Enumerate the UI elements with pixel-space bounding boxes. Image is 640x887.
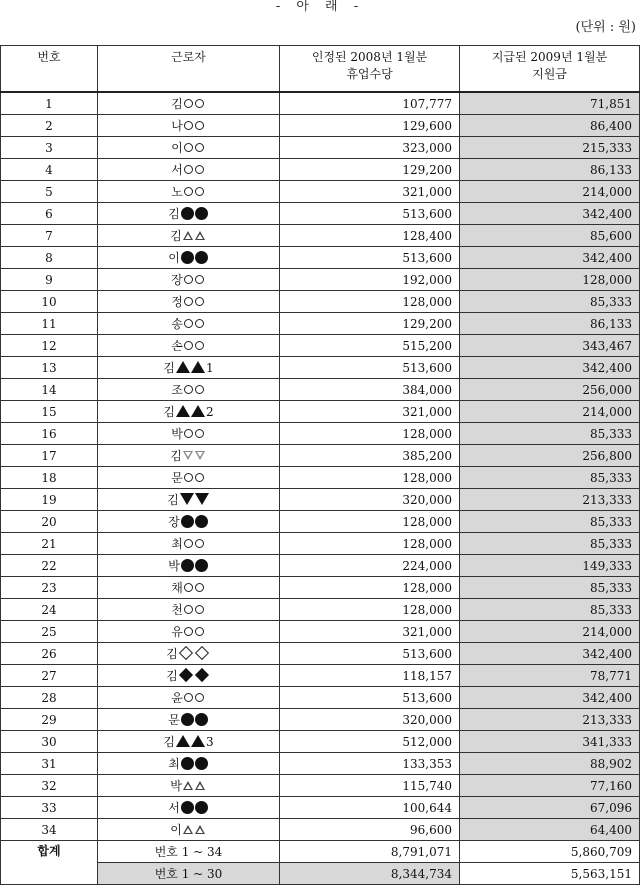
subsidy-value: 85,333 [460, 533, 640, 555]
worker-suffix: 2 [205, 404, 214, 419]
row-number: 24 [1, 599, 98, 621]
allowance-value: 321,000 [280, 401, 460, 423]
worker-surname: 김 [166, 668, 178, 683]
subsidy-value: 256,000 [460, 379, 640, 401]
allowance-value: 129,200 [280, 313, 460, 335]
circle-outline-mark-icon [183, 163, 205, 177]
allowance-value: 96,600 [280, 819, 460, 841]
subsidy-value: 86,400 [460, 115, 640, 137]
subsidy-table [0, 45, 640, 885]
header-subsidy-line1: 지급된 2009년 1월분 [491, 50, 608, 64]
circle-outline-mark-icon [183, 119, 205, 133]
table-row [1, 181, 640, 203]
circle-outline-mark-icon [183, 141, 205, 155]
row-number: 7 [1, 225, 98, 247]
table-row [1, 357, 640, 379]
circle-outline-mark-icon [183, 185, 205, 199]
subsidy-value: 86,133 [460, 159, 640, 181]
subsidy-value: 88,902 [460, 753, 640, 775]
worker-name [98, 357, 280, 379]
circle-outline-mark-icon [183, 581, 205, 595]
table-row [1, 577, 640, 599]
table-row [1, 643, 640, 665]
subsidy-value: 214,000 [460, 181, 640, 203]
allowance-value: 118,157 [280, 665, 460, 687]
total-range: 번호 1 ~ 34 [98, 841, 280, 863]
worker-surname: 김 [170, 228, 182, 243]
worker-name [98, 555, 280, 577]
row-number: 31 [1, 753, 98, 775]
circle-outline-mark-icon [183, 427, 205, 441]
row-number: 33 [1, 797, 98, 819]
worker-surname: 최 [171, 536, 183, 551]
table-row [1, 489, 640, 511]
table-row [1, 225, 640, 247]
allowance-value: 128,000 [280, 467, 460, 489]
total-allowance: 8,344,734 [280, 863, 460, 885]
circle-outline-mark-icon [183, 537, 205, 551]
allowance-value: 320,000 [280, 489, 460, 511]
worker-surname: 김 [171, 96, 183, 111]
worker-name [98, 401, 280, 423]
table-row [1, 687, 640, 709]
header-worker: 근로자 [98, 46, 280, 93]
worker-surname: 김 [170, 448, 182, 463]
worker-name [98, 115, 280, 137]
worker-surname: 이 [170, 822, 182, 837]
row-number: 8 [1, 247, 98, 269]
header-allowance-line1: 인정된 2008년 1월분 [311, 50, 428, 64]
row-number: 34 [1, 819, 98, 841]
subsidy-value: 85,333 [460, 511, 640, 533]
allowance-value: 128,000 [280, 533, 460, 555]
worker-suffix: 1 [205, 360, 214, 375]
worker-name [98, 137, 280, 159]
subsidy-value: 71,851 [460, 92, 640, 115]
worker-surname: 장 [171, 272, 183, 287]
worker-surname: 손 [171, 338, 183, 353]
worker-name [98, 269, 280, 291]
worker-surname: 정 [171, 294, 183, 309]
subsidy-value: 341,333 [460, 731, 640, 753]
circle-outline-mark-icon [183, 383, 205, 397]
row-number: 1 [1, 92, 98, 115]
worker-suffix: 3 [205, 734, 214, 749]
allowance-value: 128,000 [280, 423, 460, 445]
worker-name [98, 335, 280, 357]
allowance-value: 513,600 [280, 687, 460, 709]
row-number: 23 [1, 577, 98, 599]
subsidy-value: 215,333 [460, 137, 640, 159]
worker-surname: 윤 [171, 690, 183, 705]
allowance-value: 512,000 [280, 731, 460, 753]
subsidy-value: 213,333 [460, 709, 640, 731]
allowance-value: 513,600 [280, 247, 460, 269]
row-number: 21 [1, 533, 98, 555]
worker-name [98, 225, 280, 247]
worker-surname: 김 [167, 492, 179, 507]
circle-outline-mark-icon [183, 691, 205, 705]
worker-surname: 박 [170, 778, 182, 793]
table-row [1, 137, 640, 159]
circle-outline-mark-icon [183, 603, 205, 617]
row-number: 10 [1, 291, 98, 313]
worker-name [98, 775, 280, 797]
subsidy-value: 342,400 [460, 687, 640, 709]
row-number: 13 [1, 357, 98, 379]
table-row [1, 797, 640, 819]
worker-name [98, 819, 280, 841]
circle-filled-mark-icon [180, 713, 208, 727]
section-heading: - 아 래 - [275, 0, 365, 14]
worker-name [98, 313, 280, 335]
allowance-value: 515,200 [280, 335, 460, 357]
worker-surname: 천 [171, 602, 183, 617]
worker-name [98, 92, 280, 115]
worker-name [98, 621, 280, 643]
worker-surname: 문 [168, 712, 180, 727]
table-row [1, 709, 640, 731]
unit-note: (단위 : 원) [575, 20, 636, 35]
table-body [1, 92, 640, 841]
table-row [1, 445, 640, 467]
worker-surname: 유 [171, 624, 183, 639]
allowance-value: 513,600 [280, 643, 460, 665]
table-row [1, 599, 640, 621]
worker-name [98, 203, 280, 225]
circle-filled-mark-icon [180, 515, 208, 529]
circle-outline-mark-icon [183, 339, 205, 353]
table-row [1, 291, 640, 313]
worker-name [98, 687, 280, 709]
row-number: 19 [1, 489, 98, 511]
circle-outline-mark-icon [183, 625, 205, 639]
table-row [1, 753, 640, 775]
worker-name [98, 467, 280, 489]
worker-name [98, 533, 280, 555]
allowance-value: 321,000 [280, 181, 460, 203]
worker-name [98, 247, 280, 269]
total-allowance: 8,791,071 [280, 841, 460, 863]
worker-name [98, 709, 280, 731]
allowance-value: 100,644 [280, 797, 460, 819]
subsidy-value: 214,000 [460, 621, 640, 643]
worker-name [98, 291, 280, 313]
worker-surname: 김 [163, 404, 175, 419]
total-subsidy: 5,860,709 [460, 841, 640, 863]
header-allowance [280, 46, 460, 93]
subsidy-value: 85,333 [460, 291, 640, 313]
allowance-value: 384,000 [280, 379, 460, 401]
row-number: 6 [1, 203, 98, 225]
table-row [1, 115, 640, 137]
table-row [1, 775, 640, 797]
circle-outline-mark-icon [183, 273, 205, 287]
circle-filled-mark-icon [180, 559, 208, 573]
subsidy-value: 256,800 [460, 445, 640, 467]
row-number: 25 [1, 621, 98, 643]
table-row [1, 92, 640, 115]
allowance-value: 129,600 [280, 115, 460, 137]
worker-name [98, 445, 280, 467]
subsidy-value: 342,400 [460, 357, 640, 379]
triangle-filled-mark-icon [175, 361, 205, 375]
table-header-row [1, 46, 640, 93]
allowance-value: 224,000 [280, 555, 460, 577]
triangle-outline-mark-icon [182, 823, 206, 837]
worker-surname: 이 [171, 140, 183, 155]
total-range: 번호 1 ~ 30 [98, 863, 280, 885]
worker-name [98, 511, 280, 533]
header-allowance-line2: 휴업수당 [346, 67, 393, 81]
subsidy-value: 77,160 [460, 775, 640, 797]
worker-surname: 최 [168, 756, 180, 771]
row-number: 30 [1, 731, 98, 753]
triangle-down-filled-mark-icon [179, 493, 209, 507]
header-subsidy [460, 46, 640, 93]
table-row [1, 819, 640, 841]
worker-surname: 김 [163, 734, 175, 749]
table-row [1, 379, 640, 401]
worker-surname: 조 [171, 382, 183, 397]
row-number: 2 [1, 115, 98, 137]
allowance-value: 321,000 [280, 621, 460, 643]
row-number: 15 [1, 401, 98, 423]
row-number: 22 [1, 555, 98, 577]
table-row [1, 423, 640, 445]
triangle-outline-mark-icon [182, 779, 206, 793]
subsidy-value: 213,333 [460, 489, 640, 511]
totals-body [1, 841, 640, 885]
table-row [1, 731, 640, 753]
subsidy-value: 343,467 [460, 335, 640, 357]
worker-surname: 채 [171, 580, 183, 595]
worker-surname: 김 [168, 206, 180, 221]
subsidy-value: 85,333 [460, 577, 640, 599]
allowance-value: 513,600 [280, 357, 460, 379]
subsidy-value: 67,096 [460, 797, 640, 819]
table-row [1, 335, 640, 357]
row-number: 29 [1, 709, 98, 731]
allowance-value: 133,353 [280, 753, 460, 775]
worker-surname: 서 [171, 162, 183, 177]
circle-outline-mark-icon [183, 471, 205, 485]
row-number: 16 [1, 423, 98, 445]
table-row [1, 511, 640, 533]
diamond-filled-mark-icon [178, 669, 210, 683]
circle-filled-mark-icon [180, 757, 208, 771]
subsidy-value: 78,771 [460, 665, 640, 687]
diamond-outline-mark-icon [178, 647, 210, 661]
allowance-value: 385,200 [280, 445, 460, 467]
row-number: 5 [1, 181, 98, 203]
worker-name [98, 379, 280, 401]
circle-filled-mark-icon [180, 207, 208, 221]
worker-surname: 나 [171, 118, 183, 133]
allowance-value: 128,000 [280, 577, 460, 599]
allowance-value: 192,000 [280, 269, 460, 291]
allowance-value: 513,600 [280, 203, 460, 225]
worker-surname: 장 [168, 514, 180, 529]
table-row [1, 621, 640, 643]
worker-surname: 박 [168, 558, 180, 573]
triangle-filled-mark-icon [175, 735, 205, 749]
table-row [1, 203, 640, 225]
allowance-value: 115,740 [280, 775, 460, 797]
table-row [1, 269, 640, 291]
circle-outline-mark-icon [183, 97, 205, 111]
subsidy-value: 64,400 [460, 819, 640, 841]
allowance-value: 128,000 [280, 511, 460, 533]
worker-surname: 김 [163, 360, 175, 375]
subsidy-value: 128,000 [460, 269, 640, 291]
row-number: 26 [1, 643, 98, 665]
row-number: 17 [1, 445, 98, 467]
table-row [1, 665, 640, 687]
allowance-value: 320,000 [280, 709, 460, 731]
table-row [1, 247, 640, 269]
worker-name [98, 643, 280, 665]
row-number: 32 [1, 775, 98, 797]
worker-surname: 박 [171, 426, 183, 441]
subsidy-value: 86,133 [460, 313, 640, 335]
worker-name [98, 159, 280, 181]
allowance-value: 107,777 [280, 92, 460, 115]
table-row [1, 401, 640, 423]
row-number: 4 [1, 159, 98, 181]
allowance-value: 128,000 [280, 599, 460, 621]
worker-name [98, 181, 280, 203]
row-number: 11 [1, 313, 98, 335]
allowance-value: 129,200 [280, 159, 460, 181]
worker-name [98, 731, 280, 753]
row-number: 9 [1, 269, 98, 291]
worker-name [98, 489, 280, 511]
allowance-value: 128,000 [280, 291, 460, 313]
row-number: 20 [1, 511, 98, 533]
total-subsidy: 5,563,151 [460, 863, 640, 885]
subsidy-value: 85,333 [460, 599, 640, 621]
subsidy-value: 342,400 [460, 643, 640, 665]
row-number: 27 [1, 665, 98, 687]
worker-name [98, 753, 280, 775]
subsidy-value: 85,600 [460, 225, 640, 247]
subsidy-value: 214,000 [460, 401, 640, 423]
worker-name [98, 577, 280, 599]
table-row [1, 555, 640, 577]
circle-filled-mark-icon [180, 801, 208, 815]
subsidy-value: 342,400 [460, 247, 640, 269]
allowance-value: 323,000 [280, 137, 460, 159]
table-row [1, 159, 640, 181]
subsidy-value: 342,400 [460, 203, 640, 225]
subsidy-value: 85,333 [460, 423, 640, 445]
table-row [1, 467, 640, 489]
subsidy-value: 149,333 [460, 555, 640, 577]
circle-outline-mark-icon [183, 317, 205, 331]
table-row [1, 533, 640, 555]
row-number: 12 [1, 335, 98, 357]
worker-surname: 문 [171, 470, 183, 485]
subsidy-value: 85,333 [460, 467, 640, 489]
row-number: 28 [1, 687, 98, 709]
row-number: 14 [1, 379, 98, 401]
total-row [1, 841, 640, 863]
triangle-down-outline-mark-icon [182, 449, 206, 463]
worker-name [98, 797, 280, 819]
circle-filled-mark-icon [180, 251, 208, 265]
worker-surname: 노 [171, 184, 183, 199]
worker-surname: 서 [168, 800, 180, 815]
worker-surname: 김 [166, 646, 178, 661]
worker-name [98, 423, 280, 445]
worker-name [98, 665, 280, 687]
header-no: 번호 [1, 46, 98, 93]
table-row [1, 313, 640, 335]
circle-outline-mark-icon [183, 295, 205, 309]
header-subsidy-line2: 지원금 [532, 67, 567, 81]
worker-name [98, 599, 280, 621]
worker-surname: 송 [171, 316, 183, 331]
triangle-outline-mark-icon [182, 229, 206, 243]
total-label: 합계 [1, 841, 98, 885]
row-number: 3 [1, 137, 98, 159]
allowance-value: 128,400 [280, 225, 460, 247]
triangle-filled-mark-icon [175, 405, 205, 419]
worker-surname: 이 [168, 250, 180, 265]
row-number: 18 [1, 467, 98, 489]
